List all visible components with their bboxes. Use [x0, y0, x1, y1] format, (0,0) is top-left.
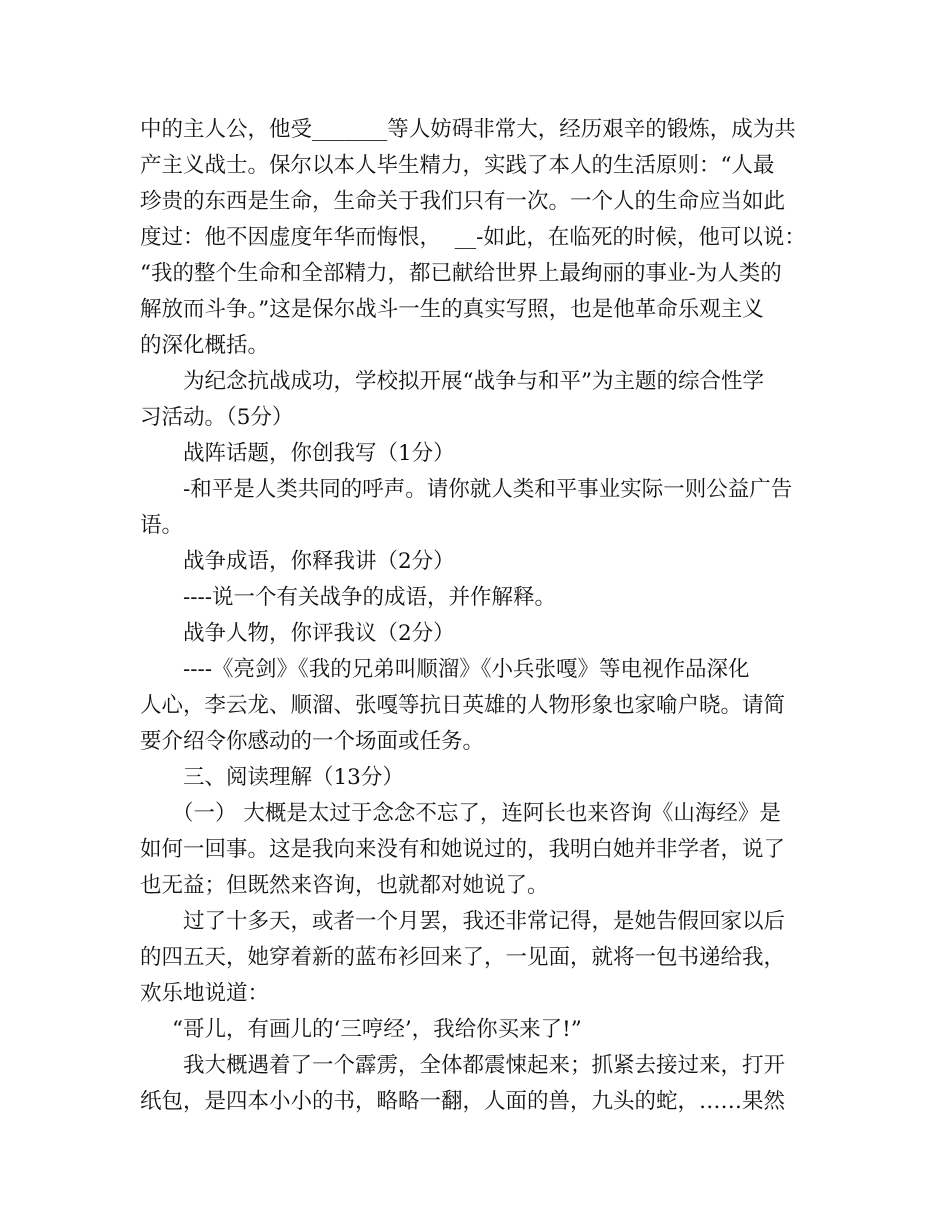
text-line: 人心，李云龙、顺溜、张嘎等抗日英雄的人物形象也家喻户晓。请简 [140, 693, 786, 718]
text-line: 度过：他不因虚度年华而悔恨， __-如此，在临死的时候，他可以说： [140, 225, 806, 250]
text-line: 要介绍令你感动的一个场面或任务。 [140, 729, 485, 754]
paragraph-start-line: 我大概遇着了一个霹雳，全体都震悚起来；抓紧去接过来，打开 [183, 1053, 786, 1078]
paragraph-start-line: 过了十多天，或者一个月罢，我还非常记得，是她告假回家以后 [183, 909, 786, 934]
text-line: 语。 [140, 513, 184, 538]
activity-prompt: ----《亮剑》《我的兄弟叫顺溜》《小兵张嘎》等电视作品深化 [183, 657, 750, 682]
passage-start-line: （一） 大概是太过于念念不忘了，连阿长也来咨询《山海经》是 [172, 801, 781, 826]
text-line: 欢乐地说道： [140, 981, 270, 1006]
activity-heading: 战争人物，你评我议（2分） [183, 621, 455, 646]
activity-prompt: ----说一个有关战争的成语，并作解释。 [183, 585, 557, 610]
text-line: “我的整个生命和全部精力，都已献给世界上最绚丽的事业-为人类的 [140, 261, 782, 286]
section-heading: 三、阅读理解（13分） [183, 765, 404, 790]
dialogue-line: “哥儿，有画儿的‘三哼经’，我给你买来了!” [172, 1017, 582, 1042]
text-line: 产主义战士。保尔以本人毕生精力，实践了本人的生活原则：“人最 [140, 153, 775, 178]
text-line: 解放而斗争。”这是保尔战斗一生的真实写照，也是他革命乐观主义 [140, 297, 764, 322]
text-line: 的深化概括。 [140, 333, 270, 358]
text-line: 如何一回事。这是我向来没有和她说过的，我明白她并非学者，说了 [140, 837, 786, 862]
text-line: 习活动。（5分） [140, 405, 294, 430]
activity-heading: 战阵话题，你创我写（1分） [183, 441, 455, 466]
activity-heading: 战争成语，你释我讲（2分） [183, 549, 455, 574]
text-line: 纸包，是四本小小的书，略略一翻，人面的兽，九头的蛇，……果然 [140, 1089, 786, 1114]
text-line: 也无益；但既然来咨询，也就都对她说了。 [140, 873, 549, 898]
text-line: 的四五天，她穿着新的蓝布衫回来了，一见面，就将一包书递给我， [140, 945, 786, 970]
paragraph-start-line: 为纪念抗战成功，学校拟开展“战争与和平”为主题的综合性学 [183, 369, 764, 394]
text-line: 珍贵的东西是生命，生命关于我们只有一次。一个人的生命应当如此 [140, 189, 786, 214]
text-line: 中的主人公，他受_______等人妨碍非常大，经历艰辛的锻炼，成为共 [140, 117, 796, 142]
activity-prompt: -和平是人类共同的呼声。请你就人类和平事业实际一则公益广告 [183, 477, 793, 502]
